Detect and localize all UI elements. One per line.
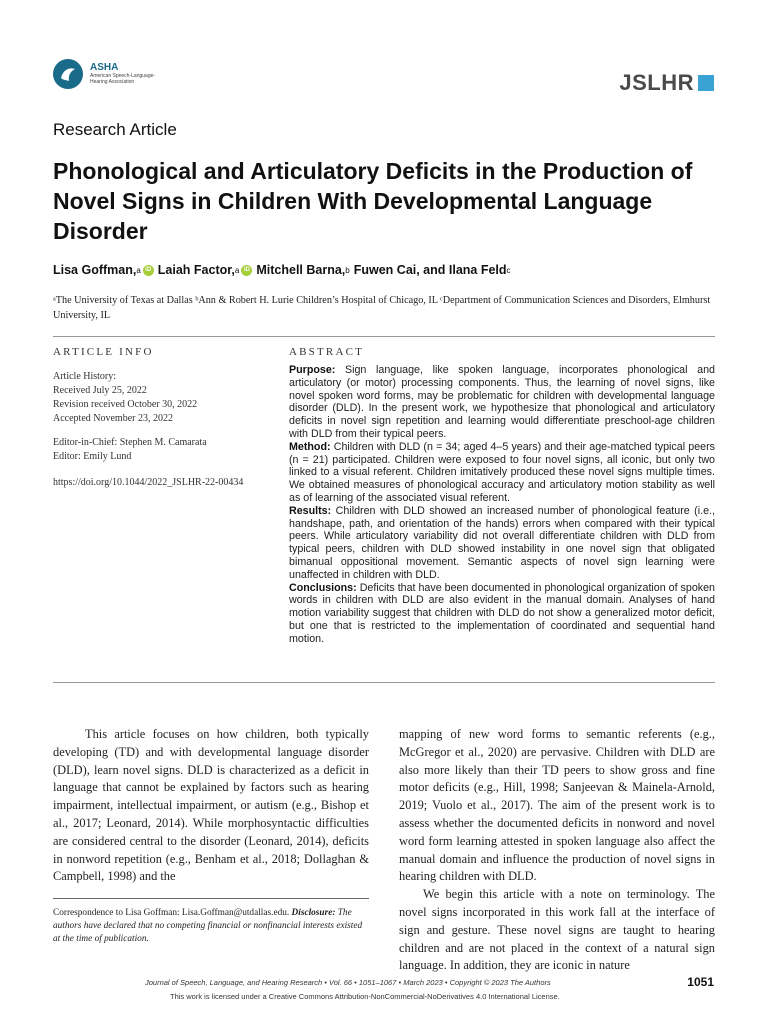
asha-logo xyxy=(52,58,170,90)
article-history xyxy=(53,370,197,426)
abstract-results xyxy=(289,505,715,582)
author-name: Laiah Factor, xyxy=(157,263,235,277)
body-paragraph: mapping of new word forms to semantic referents (e.g., McGregor et al., 2020) are pervasive. Children with DLD are also more likely than their TD peers to show gross and fine motor deficits (e.g., Hill, 1998; Sanjeevan & Mainela-Arnold, 2019; Vuolo et al., 2017). The aim of the present work is to assess whether the documented deficits in nonword and novel word form learning attested in spoken language also affect the manual domain and influence the production of novel signs in hearing children with DLD. xyxy=(399,727,715,884)
purpose-text: Sign language, like spoken language, incorporates phonological and articulatory (or motor) processing components. Thus, the learning of novel signs, like novel spoken word forms, may be problematic for children with developmental language disorder (DLD). In the present work, we hypothesize that phonological and articulatory deficits in novel sign repetition and learning would differentiate preschool-age children with DLD from their typical peers. xyxy=(289,364,715,440)
author-affil-sup: a xyxy=(234,265,240,275)
logo-title: ASHA xyxy=(90,62,119,73)
disclosure-label: Disclosure: xyxy=(291,908,336,918)
author-list xyxy=(53,263,511,277)
correspondence: Correspondence to Lisa Goffman: Lisa.Goffman@utdallas.edu. xyxy=(53,908,290,918)
results-label: Results: xyxy=(289,504,332,517)
license-line: This work is licensed under a Creative Commons Attribution-NonCommercial-NoDerivatives 4.0 International License. xyxy=(170,992,560,1001)
abstract-purpose xyxy=(289,364,715,441)
disclosure-text: The authors have declared that no competing financial or nonfinancial interests existed at the time of publication. xyxy=(53,908,363,944)
author-affil-sup: a xyxy=(136,265,141,275)
abstract-body xyxy=(289,364,715,646)
divider xyxy=(53,682,715,683)
body-column-right xyxy=(399,726,715,975)
purpose-label: Purpose: xyxy=(289,364,336,376)
editors xyxy=(53,436,207,464)
journal-name: JSLHR xyxy=(619,70,694,95)
divider xyxy=(53,336,715,337)
editor-in-chief: Editor-in-Chief: Stephen M. Camarata xyxy=(53,437,207,448)
conclusions-label: Conclusions: xyxy=(289,581,357,594)
editor: Editor: Emily Lund xyxy=(53,451,132,462)
asha-globe-icon xyxy=(52,58,84,90)
footnote-divider xyxy=(53,898,369,899)
abstract-method xyxy=(289,441,715,505)
conclusions-text: Deficits that have been documented in phonological organization of spoken words in children with DLD are also evident in the manual domain. Analyses of hand motion variability suggest that children with DLD do not show a generalized motor deficit, but one that is restricted to the implementation of coordinated and sequential hand motion. xyxy=(289,581,715,645)
author-name: Fuwen Cai, and Ilana Feld xyxy=(353,263,507,277)
body-paragraph: We begin this article with a note on terminology. The novel signs incorporated in this work fall at the interface of sign and gesture. These novel signs are taught to hearing children and are not placed in the context of a natural sign language. In addition, they are iconic in nature xyxy=(399,887,715,973)
article-title: Phonological and Articulatory Deficits in the Production of Novel Signs in Children With Developmental Language Disorder xyxy=(53,158,693,244)
history-label: Article History: xyxy=(53,371,117,382)
author-affil-sup: c xyxy=(506,265,511,275)
section-label: Research Article xyxy=(53,120,177,139)
article-info-heading: ARTICLE INFO xyxy=(53,346,154,358)
author-affil-sup: b xyxy=(345,265,350,275)
journal-square-icon xyxy=(698,75,714,91)
revision-date: Revision received October 30, 2022 xyxy=(53,399,198,410)
logo-subtitle: American Speech-Language-Hearing Association xyxy=(90,73,156,85)
method-text: Children with DLD (n = 34; aged 4–5 years) and their age-matched typical peers (n = 21) participated. Children were exposed to four novel signs, all iconic, but only two linked to a visual referent. Children imitatively produced these novel signs multiple times. We obtained measures of phonological accuracy and articulatory motion stability as well as of learning of the associated visual referent. xyxy=(289,440,715,504)
accepted-date: Accepted November 23, 2022 xyxy=(53,413,173,424)
footnote xyxy=(53,907,369,946)
abstract-heading: ABSTRACT xyxy=(289,346,365,358)
page-number: 1051 xyxy=(687,975,714,989)
journal-mark xyxy=(619,70,714,96)
author-name: Mitchell Barna, xyxy=(256,263,346,277)
received-date: Received July 25, 2022 xyxy=(53,385,147,396)
body-paragraph-left: This article focuses on how children, both typically developing (TD) and with developmental language disorder (DLD), learn novel signs. DLD is characterized as a deficit in language that cannot be explained by factors such as hearing impairment, intellectual impairment, or autism (e.g., Bishop et al., 2017; Leonard, 2014). While morphosyntactic difficulties are considered central to the disorder (Leonard, 2014), deficits in nonword repetition (e.g., Benham et al., 2018; Dollaghan & Campbell, 1998) and the xyxy=(53,727,369,884)
orcid-icon[interactable]: iD xyxy=(241,265,252,276)
author-name: Lisa Goffman, xyxy=(53,263,137,277)
citation-line: Journal of Speech, Language, and Hearing Research • Vol. 66 • 1051–1067 • March 2023 • Copyright © 2023 The Authors xyxy=(145,978,551,987)
results-text: Children with DLD showed an increased number of phonological feature (i.e., handshape, path, and orientation of the hands) errors when compared with their typical peers. While articulatory variability did not overall differentiate children with DLD from typical peers, children with DLD showed instability in one novel sign that obligated bimanual oppositional movement. Semantic aspects of novel sign learning were unaffected in children with DLD. xyxy=(289,504,715,581)
doi-link[interactable]: https://doi.org/10.1044/2022_JSLHR-22-00434 xyxy=(53,477,244,488)
abstract-conclusions xyxy=(289,582,715,646)
orcid-icon[interactable]: iD xyxy=(143,265,154,276)
affiliations: ᵃThe University of Texas at Dallas ᵇAnn & Robert H. Lurie Children’s Hospital of Chicago, IL ᶜDepartment of Communication Sciences and Disorders, Elmhurst University, IL xyxy=(53,295,711,321)
method-label: Method: xyxy=(289,440,331,453)
